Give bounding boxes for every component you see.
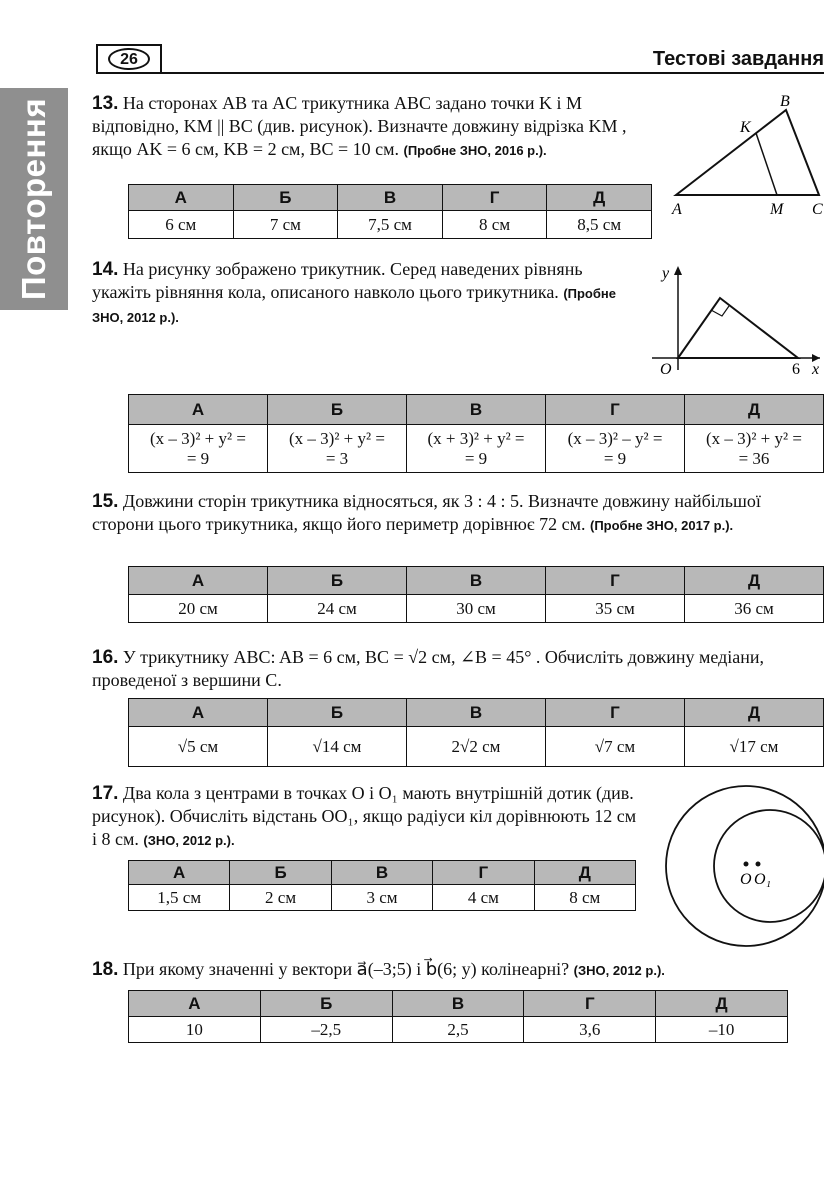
option-label: Д — [534, 861, 635, 885]
option-label: Г — [524, 991, 656, 1017]
answer-value: 2√2 см — [407, 727, 546, 767]
side-tab-label: Повторення — [15, 97, 52, 301]
figure-coordinate-triangle — [652, 262, 824, 378]
problem-17 — [92, 782, 644, 852]
answer-value: 8 см — [534, 885, 635, 911]
label-b: B — [780, 93, 790, 110]
option-label: В — [407, 395, 546, 425]
answer-value: 35 см — [546, 595, 685, 623]
option-label: Б — [268, 567, 407, 595]
option-label: Б — [268, 395, 407, 425]
label-origin: O — [660, 361, 672, 378]
answer-value: 36 см — [685, 595, 824, 623]
answer-value: 8,5 см — [547, 211, 652, 239]
option-label: В — [338, 185, 443, 211]
label-six: 6 — [792, 361, 800, 378]
header-title: Тестові завдання — [652, 48, 824, 70]
answer-table-16 — [128, 698, 824, 767]
answer-value: (x + 3)² + y² = = 9 — [407, 425, 546, 473]
option-label: Г — [442, 185, 547, 211]
option-label: Г — [546, 567, 685, 595]
problem-14 — [92, 258, 640, 329]
option-label: Д — [685, 699, 824, 727]
label-x: x — [812, 361, 820, 378]
option-label: Б — [230, 861, 331, 885]
option-label: В — [407, 567, 546, 595]
center-o — [744, 862, 749, 867]
option-label: А — [129, 861, 230, 885]
option-label: А — [129, 185, 234, 211]
header-rule — [162, 72, 824, 74]
option-label: Д — [685, 395, 824, 425]
option-label: А — [129, 991, 261, 1017]
answer-value: 7 см — [233, 211, 338, 239]
problem-text: Довжини сторін трикутника відносяться, як 3 : 4 : 5. Визначте довжину найбільшої сторони цього трикутника, якщо його периметр дорівнює 72 см. — [92, 491, 761, 534]
page-header — [96, 40, 824, 76]
label-o1: O₁ — [754, 871, 772, 888]
y-axis-arrow — [674, 266, 682, 275]
answer-value: 2,5 — [392, 1017, 524, 1043]
problem-source: (Пробне ЗНО, 2012 р.). — [92, 286, 616, 325]
option-label: А — [129, 567, 268, 595]
answer-value: –2,5 — [260, 1017, 392, 1043]
label-o: O — [740, 871, 752, 888]
answer-value: √14 см — [268, 727, 407, 767]
answer-value: 3 см — [331, 885, 432, 911]
problem-number: 16. — [92, 647, 119, 668]
problem-text: При якому значенні y вектори a⃗(–3;5) і b⃗(6; y) колінеарні? — [122, 959, 570, 979]
problem-18 — [92, 958, 824, 982]
problem-source: (ЗНО, 2012 р.). — [143, 833, 235, 848]
answer-value: 10 — [129, 1017, 261, 1043]
option-label: Б — [260, 991, 392, 1017]
problem-number: 18. — [92, 959, 119, 980]
problem-number: 13. — [92, 93, 119, 114]
problem-number: 15. — [92, 491, 119, 512]
label-y: y — [662, 265, 670, 282]
label-a: A — [672, 201, 682, 218]
answer-value: 30 см — [407, 595, 546, 623]
problem-source: (Пробне ЗНО, 2016 р.). — [403, 143, 547, 158]
answer-value: (x – 3)² – y² = = 9 — [546, 425, 685, 473]
answer-value: 2 см — [230, 885, 331, 911]
label-k: K — [740, 119, 751, 136]
problem-text: На рисунку зображено трикутник. Серед наведених рівнянь укажіть рівняння кола, описаного навколо цього трикутника. — [92, 259, 583, 302]
triangle — [678, 298, 798, 358]
inner-circle — [714, 810, 824, 922]
answer-table-17 — [128, 860, 636, 911]
answer-value: (x – 3)² + y² = = 36 — [685, 425, 824, 473]
problem-13 — [92, 92, 652, 162]
option-label: Г — [433, 861, 534, 885]
problem-15 — [92, 490, 824, 537]
answer-value: √5 см — [129, 727, 268, 767]
option-label: Д — [656, 991, 788, 1017]
figure-tangent-circles — [660, 778, 824, 954]
problem-text: Два кола з центрами в точках O і O₁ мають внутрішній дотик (див. рисунок). Обчисліть відстань OO₁, якщо радіуси кіл дорівнюють 12 см і 8 см. — [92, 783, 637, 849]
option-label: Д — [547, 185, 652, 211]
option-label: Г — [546, 699, 685, 727]
answer-value: √17 см — [685, 727, 824, 767]
option-label: Д — [685, 567, 824, 595]
option-label: А — [129, 395, 268, 425]
label-c: C — [812, 201, 823, 218]
answer-value: (x – 3)² + y² = = 3 — [268, 425, 407, 473]
problem-source: (Пробне ЗНО, 2017 р.). — [589, 518, 734, 533]
answer-table-13 — [128, 184, 652, 239]
answer-value: √7 см — [546, 727, 685, 767]
answer-table-15 — [128, 566, 824, 623]
center-o1 — [756, 862, 761, 867]
answer-table-18 — [128, 990, 788, 1043]
answer-value: 20 см — [129, 595, 268, 623]
option-label: Г — [546, 395, 685, 425]
answer-value: 1,5 см — [129, 885, 230, 911]
problem-source: (ЗНО, 2012 р.). — [573, 963, 665, 978]
page-number: 26 — [108, 48, 150, 70]
problem-number: 17. — [92, 783, 119, 804]
answer-value: 4 см — [433, 885, 534, 911]
problem-text: На сторонах AB та AC трикутника ABC задано точки K і M відповідно, KM || BC (див. рисунок). Визначте довжину відрізка KM , якщо AK = 6 см, KB = 2 см, BC = 10 см. — [92, 93, 627, 159]
answer-value: 7,5 см — [338, 211, 443, 239]
problem-text: У трикутнику ABC: AB = 6 см, BC = √2 см, ∠B = 45° . Обчисліть довжину медіани, проведеної з вершини C. — [92, 647, 765, 690]
segment-km — [756, 133, 777, 195]
answer-value: 24 см — [268, 595, 407, 623]
figure-triangle-abc — [664, 90, 824, 222]
label-m: M — [770, 201, 784, 218]
answer-value: (x – 3)² + y² = = 9 — [129, 425, 268, 473]
option-label: Б — [233, 185, 338, 211]
answer-value: 6 см — [129, 211, 234, 239]
option-label: А — [129, 699, 268, 727]
option-label: Б — [268, 699, 407, 727]
problem-number: 14. — [92, 259, 119, 280]
answer-value: 8 см — [442, 211, 547, 239]
answer-value: 3,6 — [524, 1017, 656, 1043]
option-label: В — [392, 991, 524, 1017]
section-side-tab — [0, 88, 68, 310]
option-label: В — [407, 699, 546, 727]
answer-value: –10 — [656, 1017, 788, 1043]
problem-16 — [92, 646, 824, 692]
answer-table-14 — [128, 394, 824, 473]
option-label: В — [331, 861, 432, 885]
page-number-box — [96, 44, 162, 74]
